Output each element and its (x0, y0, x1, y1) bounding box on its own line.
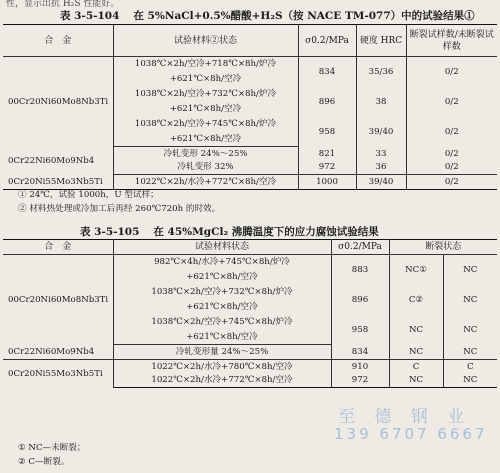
table1-alloy: 00Cr20Ni60Mo8Nb3Ti (3, 57, 113, 147)
table1-hardness: 36 (356, 161, 406, 175)
table1-state: 冷轧变形 24%～25% (113, 147, 298, 161)
table1-header-alloy: 合 金 (3, 25, 113, 57)
table2-state: 1038℃×2h/空冷+732℃×8h/炉冷 (113, 285, 331, 300)
table2-state: 1022℃×2h/水冷+772℃×8h/空冷 (113, 374, 331, 388)
table2-fracture-a: NC (389, 374, 443, 388)
table2-state: 982℃×4h/水冷+745℃×8h/炉冷 (113, 255, 331, 270)
table2-fracture-a: NC (389, 345, 443, 360)
table1-state: 1038℃×2h/空冷+745℃×8h/炉冷 (113, 117, 298, 132)
table1-note: ① 24℃，试验 1000h，U 型试样； (18, 190, 159, 200)
table2-fracture-b: NC (443, 255, 497, 285)
table1-header-yield: σ0.2/MPa (298, 25, 356, 57)
watermark-text: 至 德 钢 业 (338, 407, 472, 427)
table2-header-alloy: 合 金 (3, 240, 113, 255)
table1-hardness: 39/40 (356, 175, 406, 190)
table2-fracture-b: NC (443, 345, 497, 360)
table1-state: +621℃×8h/空冷 (169, 74, 242, 84)
table1-number: 表 3-5-104 (60, 10, 120, 22)
table2-yield: 883 (331, 255, 389, 285)
table1-yield: 958 (298, 117, 356, 147)
table2-state: +621℃×8h/空冷 (186, 272, 258, 282)
table2-yield: 972 (331, 374, 389, 388)
table1-yield: 834 (298, 57, 356, 87)
table2-state: +621℃×8h/空冷 (186, 302, 258, 312)
table2-alloy: 00Cr20Ni60Mo8Nb3Ti (3, 255, 113, 345)
table1-alloy: 0Cr20Ni55Mo3Nb5Ti (3, 175, 113, 190)
table2-yield: 834 (331, 345, 389, 360)
table2-fracture-b: NC (443, 285, 497, 315)
watermark-phone: 139 6707 6667 (334, 425, 488, 443)
table1-hardness: 33 (356, 147, 406, 161)
table2-alloy: 0Cr22Ni60Mo9Nb4 (3, 345, 113, 360)
table2 (3, 239, 497, 388)
cut-off-text-line: 性，显示出抗 H₂S 性能好。 (6, 0, 120, 8)
table1-yield: 1000 (298, 175, 356, 190)
table2-state: 1022℃×2h/水冷+780℃×8h/空冷 (113, 360, 331, 374)
table1-header-fracture: 断裂试样数/未断裂试样数 (406, 25, 497, 57)
table1 (3, 24, 497, 190)
table2-title: 在 45%MgCl₂ 沸腾温度下的应力腐蚀试验结果 (153, 226, 379, 238)
table1-fracture: 0/2 (406, 87, 497, 117)
table2-notes (18, 441, 86, 469)
table2-fracture-a: NC① (389, 255, 443, 285)
table1-notes (18, 188, 220, 216)
table1-hardness: 39/40 (356, 117, 406, 147)
table1-caption (60, 8, 475, 23)
table2-yield: 958 (331, 315, 389, 345)
table2-state: +621℃×8h/空冷 (113, 330, 331, 345)
table1-fracture: 0/2 (406, 57, 497, 87)
table2-header-fracture: 断裂状态 (389, 240, 497, 255)
table2-header-state: 试验材料状态 (113, 240, 331, 255)
table2-header-yield: σ0.2/MPa (331, 240, 389, 255)
table1-fracture: 0/2 (406, 117, 497, 147)
table2-note: ① NC—未断裂； (18, 443, 86, 453)
table1-header-hardness: 硬度 HRC (356, 25, 406, 57)
table1-fracture: 0/2 (406, 175, 497, 190)
table2-fracture-a: C (389, 360, 443, 374)
table1-state: 1038℃×2h/空冷+718℃×8h/炉冷 (113, 57, 298, 72)
table1-state: 1038℃×2h/空冷+732℃×8h/炉冷 (113, 87, 298, 102)
table1-alloy: 0Cr22Ni60Mo9Nb4 (3, 147, 113, 175)
table2-caption (80, 224, 379, 239)
table2-alloy: 0Cr20Ni55Mo3Nb5Ti (3, 360, 113, 388)
table1-yield: 972 (298, 161, 356, 175)
table1-yield: 821 (298, 147, 356, 161)
table2-note: ② C—断裂。 (18, 457, 70, 467)
table2-fracture-a: NC (389, 315, 443, 345)
table1-state: 1022℃×2h/水冷+772℃×8h/空冷 (113, 175, 298, 190)
table2-fracture-a: C② (389, 285, 443, 315)
table1-hardness: 35/36 (356, 57, 406, 87)
table1-title: 在 5%NaCl+0.5%醋酸+H₂S（按 NACE TM-077）中的试验结果① (133, 10, 475, 22)
table1-yield: 896 (298, 87, 356, 117)
table1-note: ② 材料热处理或冷加工后再经 260℃720h 的时效。 (18, 204, 221, 214)
table2-fracture-b: NC (443, 374, 497, 388)
table1-hardness: 38 (356, 87, 406, 117)
table1-fracture: 0/2 (406, 161, 497, 175)
table2-fracture-b: NC (443, 315, 497, 345)
table1-fracture: 0/2 (406, 147, 497, 161)
table1-state: +621℃×8h/空冷 (113, 132, 298, 147)
table2-yield: 896 (331, 285, 389, 315)
table2-yield: 910 (331, 360, 389, 374)
table2-state: 冷轧变形量 24%～25% (113, 345, 331, 360)
table2-fracture-b: C (443, 360, 497, 374)
table2-number: 表 3-5-105 (80, 226, 140, 238)
table1-state: 冷轧变形 32% (113, 161, 298, 175)
table2-state: 1038℃×2h/空冷+745℃×8h/炉冷 (113, 315, 331, 330)
table1-header-state: 试验材料②状态 (113, 25, 298, 57)
table1-state: +621℃×8h/空冷 (169, 104, 242, 114)
